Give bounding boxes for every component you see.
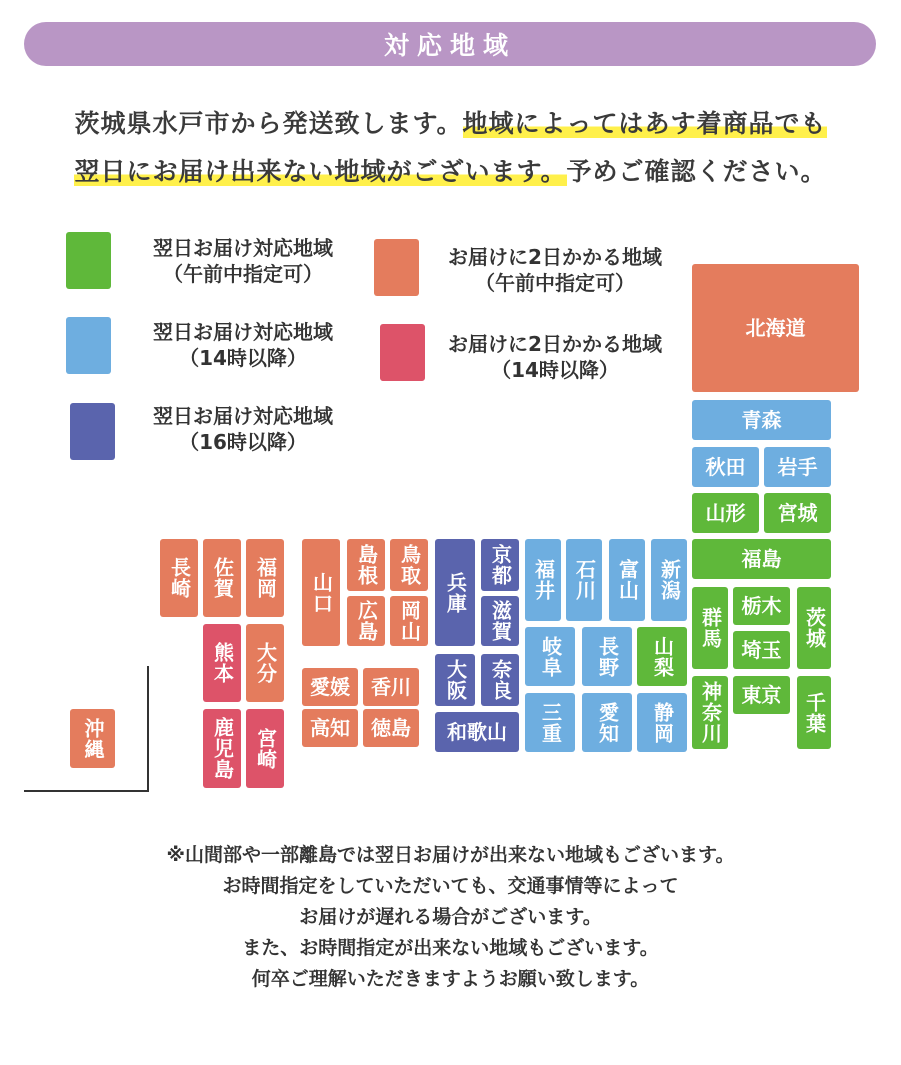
prefecture-label: 鳥取 — [397, 544, 422, 586]
prefecture-label: 奈良 — [488, 659, 513, 701]
prefecture-label: 宮崎 — [253, 727, 278, 770]
prefecture-label: 岡山 — [397, 600, 422, 642]
prefecture-ehime — [302, 668, 358, 706]
prefecture-iwate — [764, 447, 831, 487]
prefecture-label: 沖縄 — [81, 717, 105, 760]
legend-sublabel: （午前中指定可） — [163, 262, 323, 286]
legend-item-two-days-14 — [424, 331, 686, 383]
prefecture-oita — [246, 624, 284, 702]
prefecture-label: 北海道 — [745, 315, 806, 340]
prefecture-tochigi — [733, 587, 790, 625]
note-line-3: お届けが遅れる場合がございます。 — [299, 906, 602, 928]
legend-swatch-green — [66, 232, 111, 289]
prefecture-toyama — [609, 539, 645, 621]
prefecture-label: 千葉 — [802, 691, 827, 734]
prefecture-miyagi — [764, 493, 831, 533]
legend-sublabel: （14時以降） — [491, 358, 619, 382]
prefecture-nara — [481, 654, 519, 706]
prefecture-label: 宮城 — [777, 500, 818, 525]
prefecture-gunma — [692, 587, 728, 669]
prefecture-label: 高知 — [310, 715, 350, 740]
prefecture-gifu — [525, 627, 575, 686]
prefecture-label: 山形 — [705, 500, 746, 525]
intro-line-1 — [0, 104, 901, 140]
prefecture-tokyo — [733, 676, 790, 714]
prefecture-label: 埼玉 — [741, 637, 782, 662]
prefecture-label: 秋田 — [705, 454, 746, 479]
prefecture-label: 愛媛 — [310, 674, 350, 699]
prefecture-kyoto — [481, 539, 519, 591]
prefecture-niigata — [651, 539, 687, 621]
prefecture-label: 青森 — [741, 407, 782, 432]
prefecture-label: 徳島 — [371, 715, 411, 740]
prefecture-label: 長崎 — [167, 557, 192, 599]
prefecture-aichi — [582, 693, 632, 752]
prefecture-miyazaki — [246, 709, 284, 788]
prefecture-hiroshima — [347, 596, 385, 646]
legend-label: 翌日お届け対応地域 — [153, 404, 333, 428]
legend-swatch-red — [380, 324, 425, 381]
prefecture-yamagata — [692, 493, 759, 533]
prefecture-shiga — [481, 596, 519, 646]
prefecture-label: 長野 — [595, 635, 620, 678]
prefecture-saitama — [733, 631, 790, 669]
prefecture-label: 栃木 — [741, 593, 782, 618]
prefecture-label: 愛知 — [595, 701, 620, 744]
prefecture-label: 東京 — [741, 682, 782, 707]
prefecture-label: 広島 — [354, 600, 379, 642]
prefecture-kanagawa — [692, 676, 728, 749]
prefecture-nagasaki — [160, 539, 198, 617]
prefecture-hokkaido — [692, 264, 859, 392]
legend-item-next-day-morning — [118, 235, 368, 287]
legend-sublabel: （午前中指定可） — [475, 271, 635, 295]
prefecture-osaka — [435, 654, 475, 706]
prefecture-label: 富山 — [615, 559, 640, 601]
prefecture-saga — [203, 539, 241, 617]
prefecture-label: 京都 — [488, 544, 513, 586]
prefecture-nagano — [582, 627, 632, 686]
prefecture-ibaraki — [797, 587, 831, 669]
prefecture-label: 三重 — [538, 701, 563, 744]
prefecture-label: 茨城 — [802, 607, 827, 649]
prefecture-label: 佐賀 — [210, 557, 235, 599]
prefecture-mie — [525, 693, 575, 752]
prefecture-label: 兵庫 — [443, 571, 468, 614]
intro-text: 予めご確認ください。 — [566, 157, 827, 186]
prefecture-label: 山口 — [309, 571, 334, 614]
prefecture-label: 神奈川 — [698, 681, 723, 744]
prefecture-ishikawa — [566, 539, 602, 621]
legend-sublabel: （14時以降） — [179, 346, 307, 370]
note-line-4: また、お時間指定が出来ない地域もございます。 — [242, 937, 659, 959]
prefecture-tottori — [390, 539, 428, 591]
prefecture-label: 和歌山 — [447, 719, 507, 744]
prefecture-chiba — [797, 676, 831, 749]
intro-highlight: 地域によってはあす着商品でも — [462, 109, 827, 138]
prefecture-yamanashi — [637, 627, 687, 686]
prefecture-tokushima — [363, 709, 419, 747]
prefecture-label: 滋賀 — [488, 600, 513, 642]
section-title: 対応地域 — [24, 22, 876, 66]
prefecture-wakayama — [435, 712, 519, 752]
prefecture-label: 山梨 — [650, 635, 675, 678]
legend-label: お届けに2日かかる地域 — [448, 245, 662, 269]
prefecture-akita — [692, 447, 759, 487]
prefecture-kumamoto — [203, 624, 241, 702]
prefecture-label: 福島 — [741, 546, 782, 571]
legend-sublabel: （16時以降） — [179, 430, 307, 454]
prefecture-shimane — [347, 539, 385, 591]
prefecture-yamaguchi — [302, 539, 340, 646]
note-line-2: お時間指定をしていただいても、交通事情等によって — [222, 875, 679, 897]
legend-label: 翌日お届け対応地域 — [153, 320, 333, 344]
prefecture-aomori — [692, 400, 831, 440]
intro-line-2 — [0, 152, 901, 188]
okinawa-inset-divider-vertical — [147, 666, 149, 791]
legend-item-two-days-morning — [424, 244, 686, 296]
note-line-5: 何卒ご理解いただきますようお願い致します。 — [251, 968, 650, 990]
prefecture-label: 岩手 — [777, 454, 818, 479]
prefecture-label: 新潟 — [657, 559, 682, 601]
prefecture-hyogo — [435, 539, 475, 646]
legend-swatch-blue — [66, 317, 111, 374]
prefecture-label: 群馬 — [698, 607, 723, 649]
prefecture-fukui — [525, 539, 561, 621]
intro-highlight: 翌日にお届け出来ない地域がございます。 — [74, 157, 567, 186]
prefecture-label: 大分 — [253, 642, 278, 684]
prefecture-fukuoka — [246, 539, 284, 617]
prefecture-fukushima — [692, 539, 831, 579]
prefecture-label: 島根 — [354, 544, 379, 586]
note-line-1: ※山間部や一部離島では翌日お届けが出来ない地域もございます。 — [166, 844, 735, 866]
legend-swatch-navy — [70, 403, 115, 460]
legend-label: 翌日お届け対応地域 — [153, 236, 333, 260]
legend-label: お届けに2日かかる地域 — [448, 332, 662, 356]
prefecture-label: 熊本 — [210, 642, 235, 684]
prefecture-label: 石川 — [572, 559, 597, 601]
prefecture-kagoshima — [203, 709, 241, 788]
intro-text: 茨城県水戸市から発送致します。 — [74, 109, 463, 138]
prefecture-label: 岐阜 — [538, 635, 563, 678]
prefecture-label: 香川 — [371, 674, 411, 699]
prefecture-label: 静岡 — [650, 701, 675, 744]
prefecture-kochi — [302, 709, 358, 747]
prefecture-kagawa — [363, 668, 419, 706]
prefecture-shizuoka — [637, 693, 687, 752]
prefecture-okinawa — [70, 709, 115, 768]
okinawa-inset-divider-horizontal — [24, 790, 149, 792]
prefecture-label: 大阪 — [443, 659, 468, 701]
prefecture-label: 福岡 — [253, 557, 278, 599]
prefecture-label: 鹿児島 — [210, 717, 235, 780]
legend-swatch-orange — [374, 239, 419, 296]
legend-item-next-day-14 — [118, 319, 368, 371]
legend-item-next-day-16 — [118, 403, 368, 455]
prefecture-label: 福井 — [531, 559, 556, 601]
prefecture-okayama — [390, 596, 428, 646]
